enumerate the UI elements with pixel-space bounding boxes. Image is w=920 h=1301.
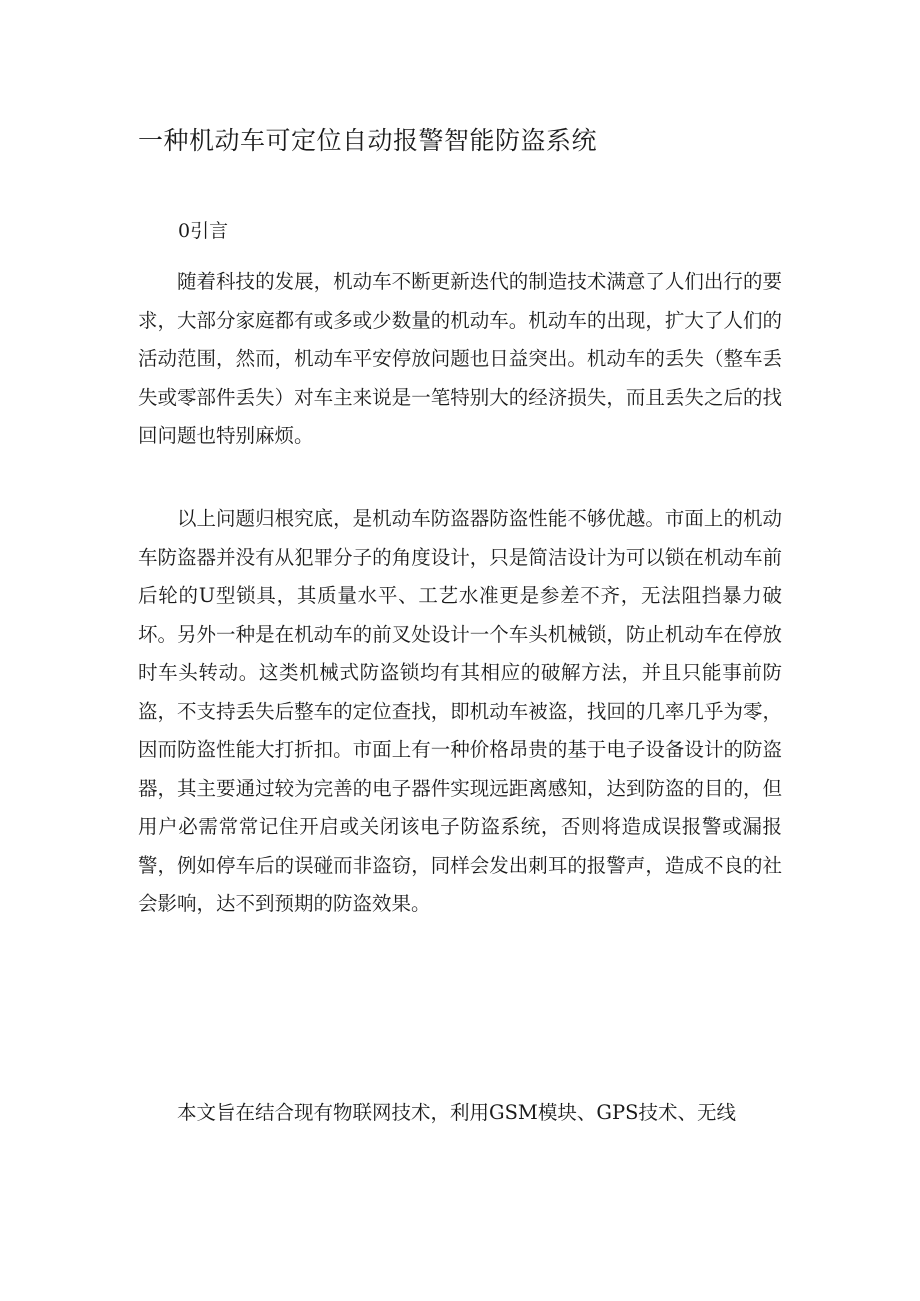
document-title: 一种机动车可定位自动报警智能防盗系统: [138, 126, 598, 155]
paragraph-3: 本文旨在结合现有物联网技术，利用GSM模块、GPS技术、无线: [177, 1101, 736, 1124]
section-heading-introduction: 0引言: [178, 220, 229, 242]
paragraph-1: 随着科技的发展，机动车不断更新迭代的制造技术满意了人们出行的要求，大部分家庭都有或多或少数量的机动车。机动车的出现，扩大了人们的活动范围，然而，机动车平安停放问题也日益突出。机动车的丢失（整车丢失或零部件丢失）对车主来说是一笔特别大的经济损失，而且丢失之后的找回问题也特别麻烦。: [138, 270, 782, 447]
paragraph-2: 以上问题归根究底，是机动车防盗器防盗性能不够优越。市面上的机动车防盗器并没有从犯罪分子的角度设计，只是简洁设计为可以锁在机动车前后轮的U型锁具，其质量水平、工艺水准更是参差不齐，无法阻挡暴力破坏。另外一种是在机动车的前叉处设计一个车头机械锁，防止机动车在停放时车头转动。这类机械式防盗锁均有其相应的破解方法，并且只能事前防盗，不支持丢失后整车的定位查找，即机动车被盗，找回的几率几乎为零，因而防盗性能大打折扣。市面上有一种价格昂贵的基于电子设备设计的防盗器，其主要通过较为完善的电子器件实现远距离感知，达到防盗的目的，但用户必需常常记住开启或关闭该电子防盗系统，否则将造成误报警或漏报警，例如停车后的误碰而非盗窃，同样会发出刺耳的报警声，造成不良的社会影响，达不到预期的防盗效果。: [138, 507, 782, 915]
